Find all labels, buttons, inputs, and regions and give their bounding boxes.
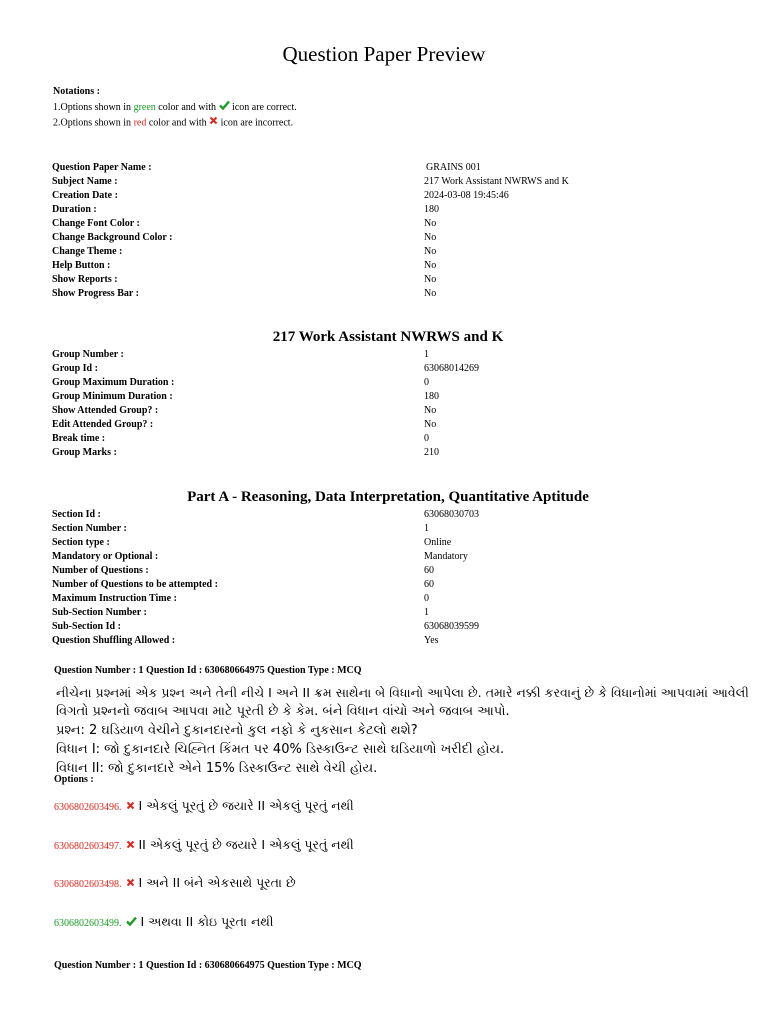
cross-icon (126, 796, 135, 816)
group-row (52, 418, 712, 432)
section-label: Section Id : (52, 509, 101, 520)
info-label: Change Background Color : (52, 232, 173, 243)
section-label: Maximum Instruction Time : (52, 593, 177, 604)
section-heading: Part A - Reasoning, Data Interpretation, Quantitative Aptitude (187, 489, 589, 505)
info-label: Help Button : (52, 260, 111, 271)
check-icon (126, 912, 137, 932)
section-row (52, 592, 712, 606)
notation-1-color: green (133, 101, 156, 113)
group-value: No (424, 405, 437, 416)
option-4[interactable] (54, 912, 273, 932)
option-2[interactable] (54, 835, 354, 855)
group-label: Edit Attended Group? : (52, 419, 154, 430)
info-label: Question Paper Name : (52, 162, 152, 173)
question-line: પ્રશ્ન: 2 ઘડિયાળ વેચીને દુકાનદારનો કુલ નફો કે નુકસાન કેટલો થશે? (56, 723, 418, 738)
section-row (52, 564, 712, 578)
question-line: વિધાન I: જો દુકાનદારે ચિહ્નિત કિંમત પર 40% ડિસ્કાઉન્ટ સાથે ઘડિયાળો ખરીદી હોય. (56, 742, 505, 757)
notation-2-color: red (133, 117, 147, 129)
info-value: No (424, 274, 437, 285)
option-1[interactable] (54, 796, 354, 816)
info-label: Duration : (52, 204, 97, 215)
group-label: Group Id : (52, 363, 98, 374)
section-value: Yes (424, 635, 439, 646)
notation-line-1 (53, 100, 297, 115)
group-value: 0 (424, 433, 429, 444)
notation-2-suffix: icon are incorrect. (220, 117, 294, 129)
section-label: Section type : (52, 537, 110, 548)
next-question-header: Question Number : 1 Question Id : 630680664975 Question Type : MCQ (54, 960, 362, 971)
info-label: Change Theme : (52, 246, 123, 257)
info-row (52, 203, 712, 217)
section-row (52, 536, 712, 550)
option-text: I એકલું પૂરતું છે જયારે II એકલું પૂરતું નથી (138, 798, 354, 813)
info-row (52, 161, 712, 175)
info-value: No (424, 232, 437, 243)
group-row (52, 446, 712, 460)
group-label: Group Minimum Duration : (52, 391, 173, 402)
group-row (52, 348, 712, 362)
section-value: Online (424, 537, 452, 548)
info-row (52, 175, 712, 189)
section-row (52, 606, 712, 620)
info-value: No (424, 246, 437, 257)
info-label: Change Font Color : (52, 218, 140, 229)
notation-2-mid: color and with (148, 117, 207, 129)
group-row (52, 362, 712, 376)
info-row (52, 245, 712, 259)
info-value: No (424, 288, 437, 299)
question-line: વિગતો પ્રશ્નનો જવાબ આપવા માટે પૂરતી છે કે કેમ. બંને વિધાન વાંચો અને જવાબ આપો. (56, 704, 510, 719)
info-label: Subject Name : (52, 176, 118, 187)
group-row (52, 432, 712, 446)
option-text: II એકલું પૂરતું છે જયારે I એકલું પૂરતું નથી (138, 837, 354, 852)
group-heading: 217 Work Assistant NWRWS and K (272, 329, 504, 345)
option-3[interactable] (54, 873, 296, 893)
info-value: 217 Work Assistant NWRWS and K (424, 176, 569, 187)
section-label: Mandatory or Optional : (52, 551, 159, 562)
section-label: Section Number : (52, 523, 127, 534)
cross-icon (209, 116, 218, 130)
info-label: Show Progress Bar : (52, 288, 139, 299)
option-id: 6306802603497. (54, 841, 122, 852)
group-value: No (424, 419, 437, 430)
section-row (52, 634, 712, 648)
notation-1-suffix: icon are correct. (232, 101, 297, 113)
notation-line-2 (53, 116, 293, 130)
section-value: Mandatory (424, 551, 468, 562)
section-value: 1 (424, 607, 429, 618)
group-label: Show Attended Group? : (52, 405, 159, 416)
notation-1-prefix: 1.Options shown in (53, 101, 132, 113)
section-row (52, 508, 712, 522)
group-label: Group Maximum Duration : (52, 377, 175, 388)
info-row (52, 217, 712, 231)
group-value: 0 (424, 377, 429, 388)
group-row (52, 404, 712, 418)
group-value: 1 (424, 349, 429, 360)
section-label: Number of Questions to be attempted : (52, 579, 218, 590)
section-row (52, 578, 712, 592)
section-label: Question Shuffling Allowed : (52, 635, 176, 646)
group-label: Group Number : (52, 349, 124, 360)
cross-icon (126, 835, 135, 855)
section-label: Sub-Section Number : (52, 607, 147, 618)
option-id: 6306802603499. (54, 918, 122, 929)
info-row (52, 287, 712, 301)
info-row (52, 259, 712, 273)
group-label: Group Marks : (52, 447, 117, 458)
question-header: Question Number : 1 Question Id : 630680664975 Question Type : MCQ (54, 665, 362, 676)
question-text (56, 683, 749, 778)
group-value: 180 (424, 391, 439, 402)
section-value: 60 (424, 565, 434, 576)
section-value: 60 (424, 579, 434, 590)
section-row (52, 522, 712, 536)
cross-icon (126, 873, 135, 893)
options-label: Options : (54, 774, 94, 785)
notations-heading: Notations : (53, 86, 100, 97)
section-value: 63068030703 (424, 509, 479, 520)
info-row (52, 189, 712, 203)
option-text: I અથવા II કોઇ પૂરતા નથી (140, 914, 274, 929)
info-value: 180 (424, 204, 439, 215)
group-label: Break time : (52, 433, 106, 444)
info-row (52, 273, 712, 287)
info-label: Creation Date : (52, 190, 118, 201)
notation-2-prefix: 2.Options shown in (53, 117, 132, 129)
notation-1-mid: color and with (158, 101, 217, 113)
option-id: 6306802603496. (54, 802, 122, 813)
section-value: 63068039599 (424, 621, 479, 632)
check-icon (219, 100, 230, 115)
section-label: Number of Questions : (52, 565, 149, 576)
info-value: GRAINS 001 (426, 162, 481, 173)
section-value: 0 (424, 593, 429, 604)
page-title: Question Paper Preview (282, 42, 486, 66)
section-value: 1 (424, 523, 429, 534)
question-line: વિધાન II: જો દુકાનદારે એને 15% ડિસ્કાઉન્ટ સાથે વેચી હોય. (56, 761, 378, 776)
info-value: No (424, 260, 437, 271)
group-value: 63068014269 (424, 363, 479, 374)
option-text: I અને II બંને એકસાથે પૂરતા છે (138, 875, 296, 890)
group-row (52, 376, 712, 390)
info-value: 2024-03-08 19:45:46 (424, 190, 509, 201)
info-label: Show Reports : (52, 274, 118, 285)
info-value: No (424, 218, 437, 229)
option-id: 6306802603498. (54, 879, 122, 890)
question-line: નીચેના પ્રશ્નમાં એક પ્રશ્ન અને તેની નીચે I અને II ક્રમ સાથેના બે વિધાનો આપેલા છે. તમારે નક્કી કરવાનું છે કે વિધાનોમાં આપવામાં આવેલી (56, 685, 749, 700)
group-row (52, 390, 712, 404)
group-value: 210 (424, 447, 439, 458)
section-label: Sub-Section Id : (52, 621, 121, 632)
section-row (52, 620, 712, 634)
info-row (52, 231, 712, 245)
section-row (52, 550, 712, 564)
